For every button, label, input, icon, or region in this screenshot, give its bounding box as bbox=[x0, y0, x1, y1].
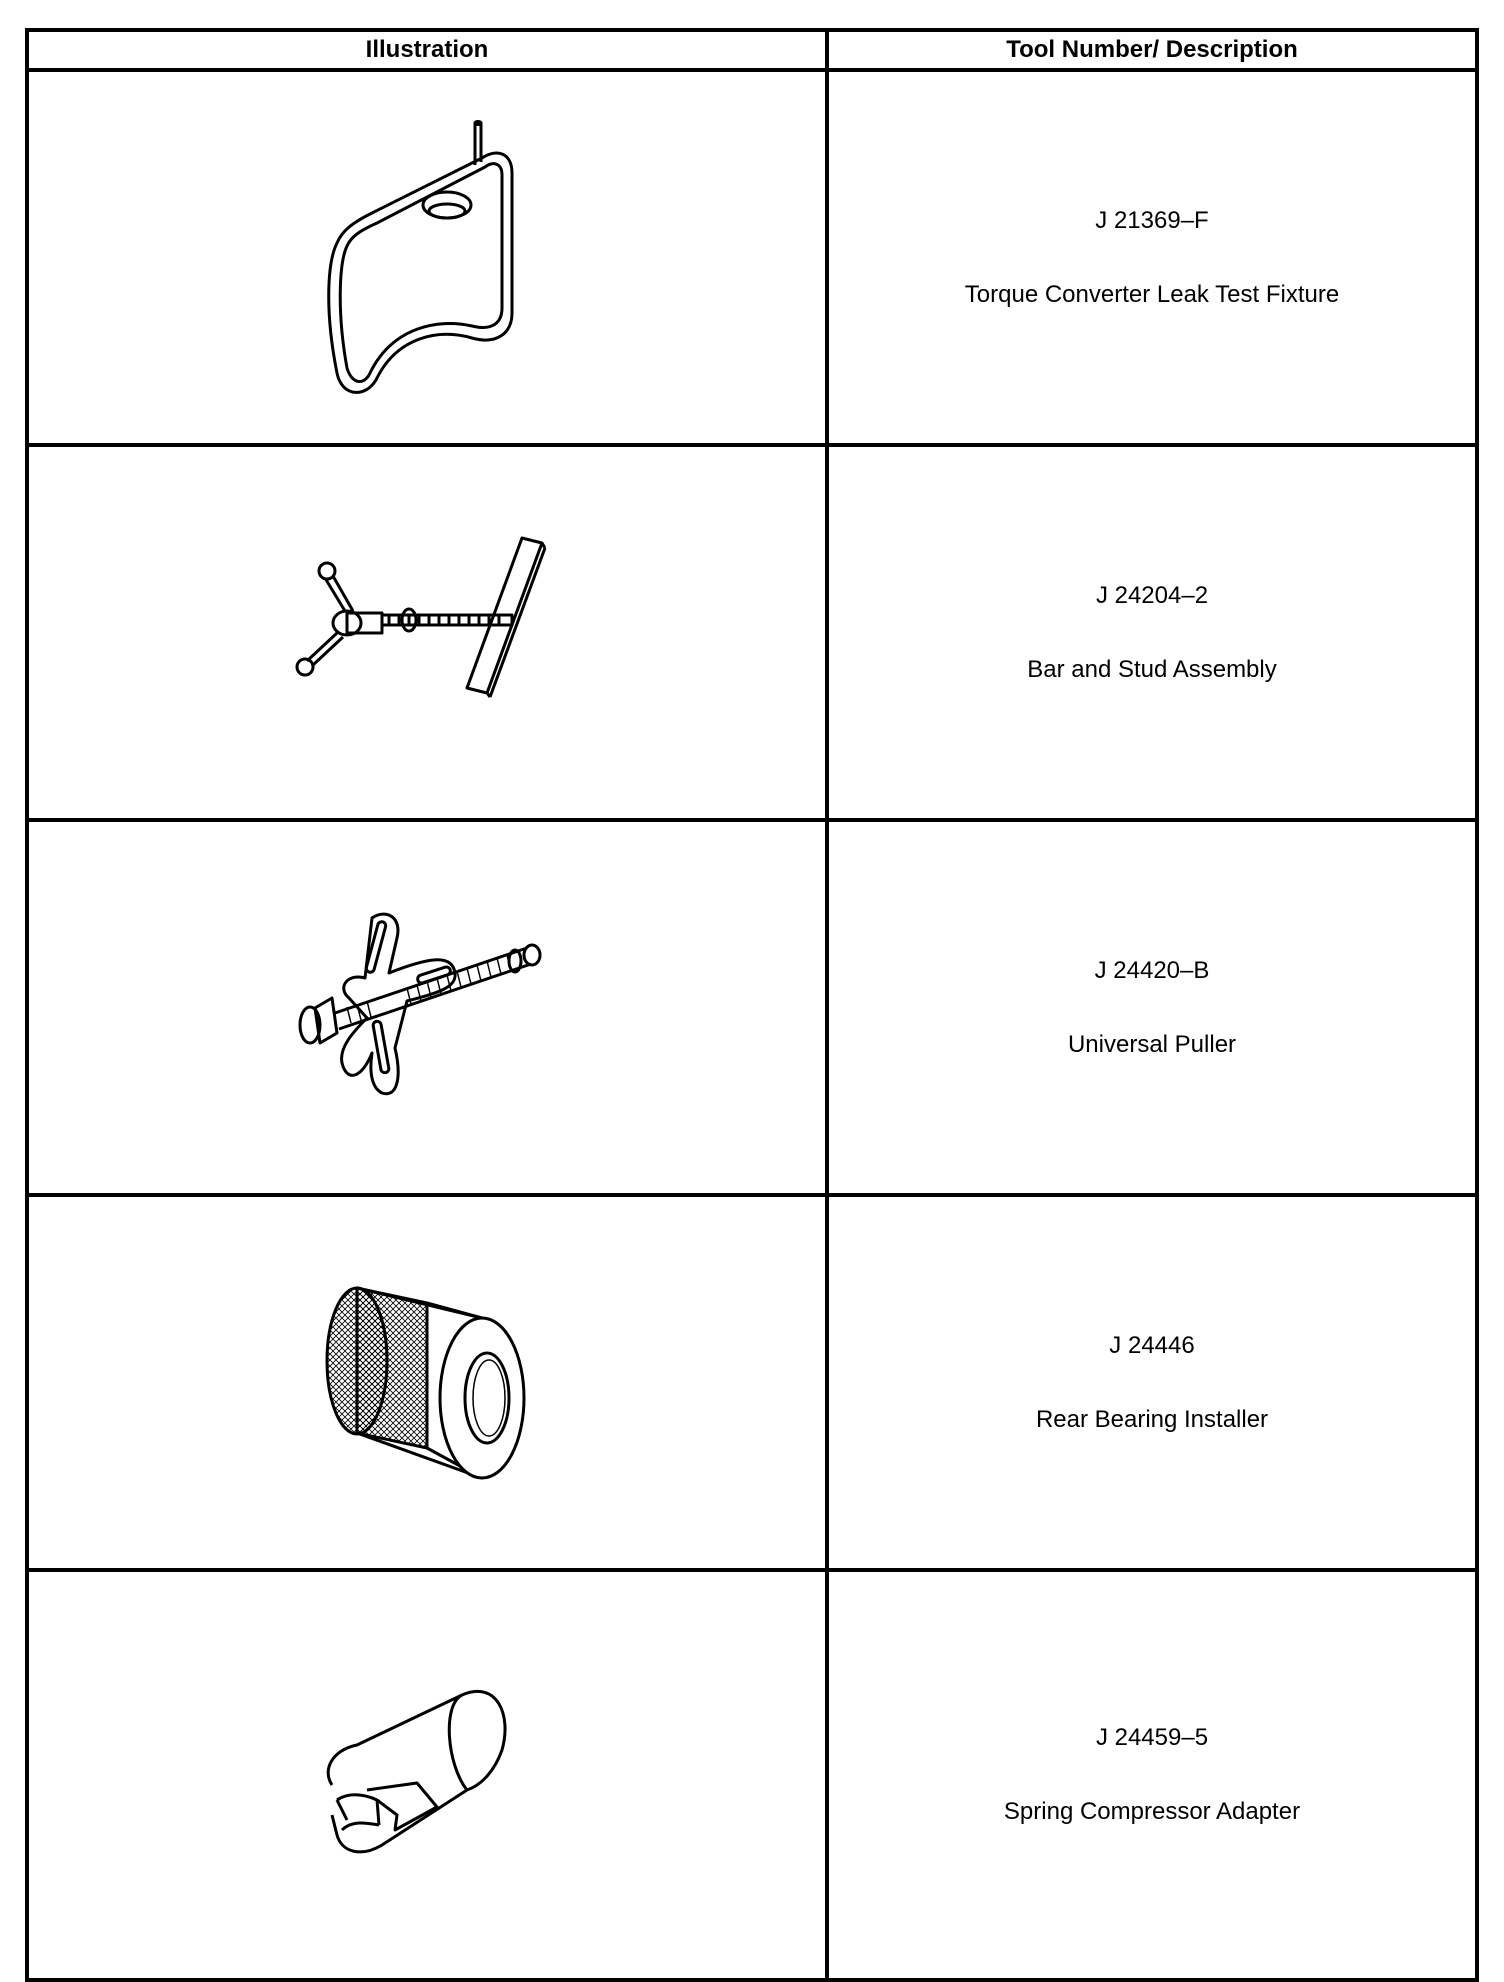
illustration-cell bbox=[27, 820, 827, 1195]
bar-and-stud-icon bbox=[277, 533, 577, 733]
header-row bbox=[27, 30, 1477, 70]
tool-number: J 24204–2 bbox=[1095, 581, 1209, 609]
illustration-cell bbox=[27, 1570, 827, 1980]
description-cell bbox=[827, 820, 1477, 1195]
description-cell bbox=[827, 1570, 1477, 1980]
universal-puller-icon bbox=[277, 903, 577, 1113]
table-row bbox=[27, 1570, 1477, 1980]
table-row bbox=[27, 1195, 1477, 1570]
tool-description: Torque Converter Leak Test Fixture bbox=[964, 280, 1340, 308]
illustration-cell bbox=[27, 445, 827, 820]
tool-description: Spring Compressor Adapter bbox=[1003, 1798, 1301, 1825]
tool-number: J 24459–5 bbox=[1095, 1724, 1209, 1751]
spring-compressor-adapter-icon bbox=[307, 1675, 547, 1875]
tool-table bbox=[25, 28, 1479, 1982]
tool-number: J 24420–B bbox=[1094, 956, 1210, 984]
illustration-cell bbox=[27, 1195, 827, 1570]
tool-number: J 24446 bbox=[1109, 1331, 1195, 1359]
bearing-installer-icon bbox=[297, 1273, 557, 1493]
description-cell bbox=[827, 1195, 1477, 1570]
leak-test-fixture-icon bbox=[297, 113, 557, 403]
tool-number: J 21369–F bbox=[1095, 206, 1209, 234]
tool-description: Universal Puller bbox=[1067, 1030, 1237, 1058]
table-row bbox=[27, 445, 1477, 820]
header-illustration: Illustration bbox=[27, 30, 827, 70]
table-row bbox=[27, 70, 1477, 445]
header-description: Tool Number/ Description bbox=[827, 30, 1477, 70]
table-row bbox=[27, 820, 1477, 1195]
description-cell bbox=[827, 445, 1477, 820]
illustration-cell bbox=[27, 70, 827, 445]
tool-description: Bar and Stud Assembly bbox=[1027, 655, 1277, 683]
description-cell bbox=[827, 70, 1477, 445]
tool-description: Rear Bearing Installer bbox=[1035, 1405, 1269, 1433]
